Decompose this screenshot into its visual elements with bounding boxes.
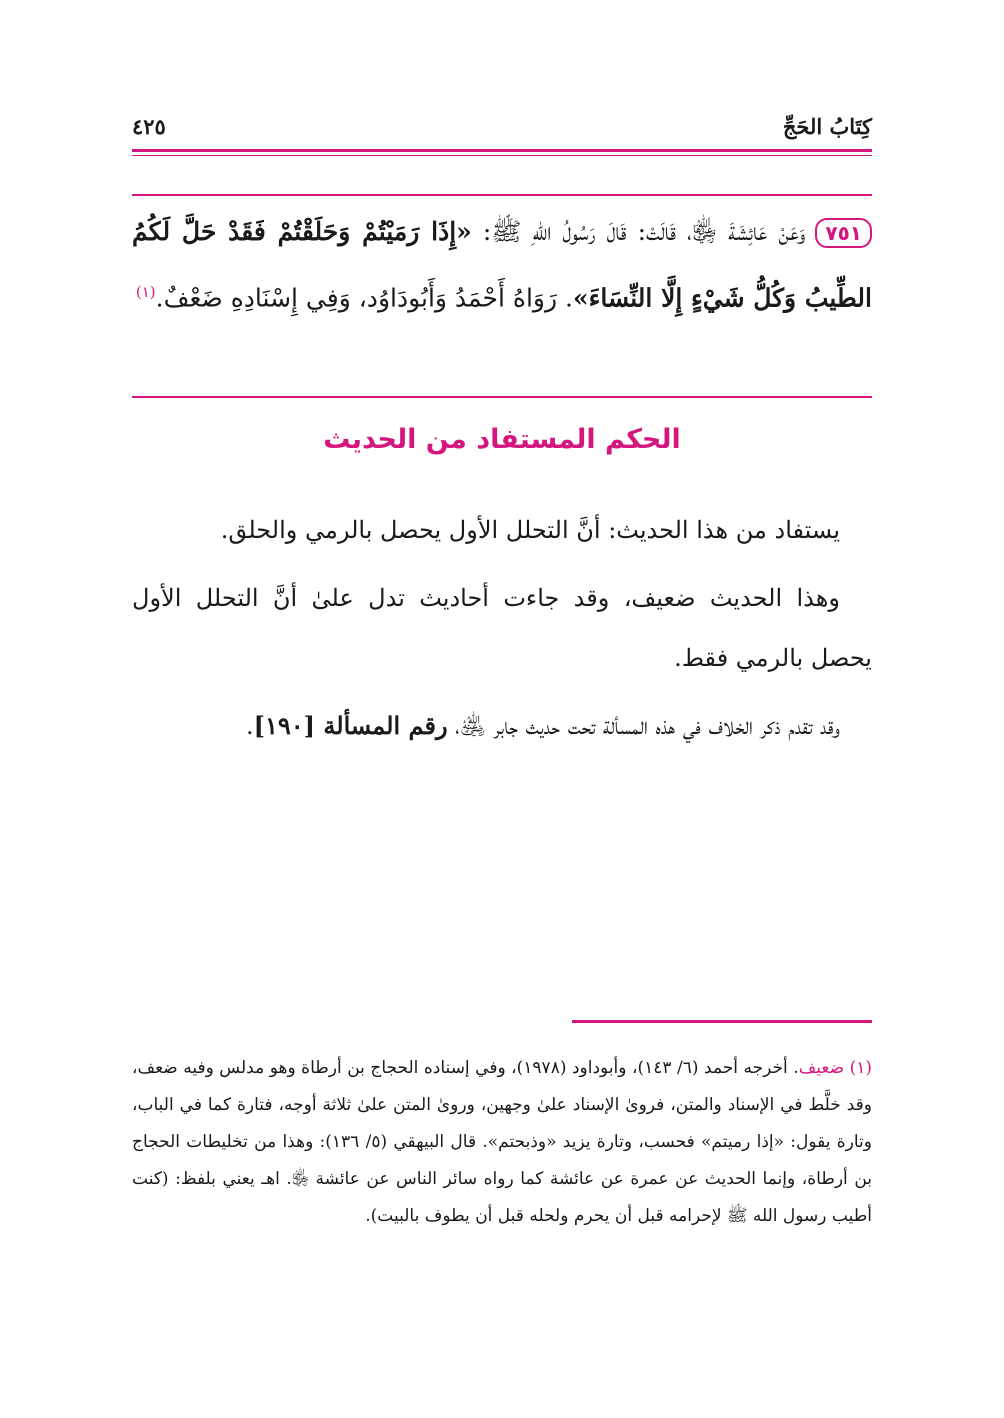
header-rule-thin bbox=[132, 155, 872, 156]
hadith-number-badge: ٧٥١ bbox=[815, 218, 872, 248]
paragraph-3-end: . bbox=[246, 712, 254, 740]
hadith-quote: «إِذَا رَمَيْتُمْ وَحَلَقْتُمْ فَقَدْ حَلَّ لَكُمُ الطِّيبُ وَكُلُّ شَيْءٍ إِلَّا النِّسَاءَ» bbox=[132, 217, 872, 313]
header-rule-thick bbox=[132, 149, 872, 152]
hadith-text bbox=[132, 202, 872, 328]
paragraph-1: يستفاد من هذا الحديث: أنَّ التحلل الأول يحصل بالرمي والحلق. bbox=[220, 516, 840, 544]
book-title: كِتَابُ الحَجِّ bbox=[782, 114, 872, 139]
section-title: الحكم المستفاد من الحديث bbox=[323, 424, 681, 455]
hadith-block bbox=[132, 196, 872, 400]
footnote-separator bbox=[572, 1020, 872, 1023]
paragraph-2: وهذا الحديث ضعيف، وقد جاءت أحاديث تدل علىٰ أنَّ التحلل الأول يحصل بالرمي فقط. bbox=[132, 584, 872, 672]
hadith-source: . رَوَاهُ أَحْمَدُ وَأَبُودَاوُد، وَفِي إِسْنَادِهِ ضَعْفٌ. bbox=[155, 283, 573, 313]
body-text bbox=[132, 500, 872, 764]
running-header bbox=[132, 108, 872, 148]
issue-number-reference: رقم المسألة [١٩٠] bbox=[253, 711, 448, 740]
paragraph-3-text: وقد تقدم ذكر الخلاف في هذه المسألة تحت حديث جابر ﵁، bbox=[447, 712, 840, 740]
paragraph-3 bbox=[132, 696, 872, 756]
footnote bbox=[132, 1050, 872, 1235]
hadith-bottom-rule bbox=[132, 396, 872, 398]
footnote-reference[interactable]: (١) bbox=[135, 283, 156, 301]
footnote-label: (١) bbox=[849, 1058, 872, 1078]
hadith-intro: وَعَنْ عَائِشَةَ ﵂، قَالَتْ: قَالَ رَسُولُ اللهِ ﷺ: bbox=[471, 217, 806, 246]
footnote-grade: ضعيف bbox=[798, 1058, 845, 1078]
page-number: ٤٢٥ bbox=[132, 114, 166, 139]
footnote-text: . أخرجه أحمد (٦/ ١٤٣)، وأبوداود (١٩٧٨)، وفي إسناده الحجاج بن أرطاة وهو مدلس وفيه ضعف، وقد خلَّط في الإسناد والمتن، فروىٰ الإسناد علىٰ وجهين، وروىٰ المتن علىٰ ثلاثة أوجه، فتارة كما في الباب، وتارة يقول: «إذا رميتم» فحسب، وتارة يزيد «وذبحتم». قال البيهقي (٥/ ١٣٦): وهذا من تخليطات الحجاج بن أرطاة، وإنما الحديث عن عمرة عن عائشة كما رواه سائر الناس عن عائشة ﵂. اهـ يعني بلفظ: (كنت أطيب رسول الله ﷺ لإحرامه قبل أن يحرم ولحله قبل أن يطوف بالبيت). bbox=[132, 1058, 872, 1226]
